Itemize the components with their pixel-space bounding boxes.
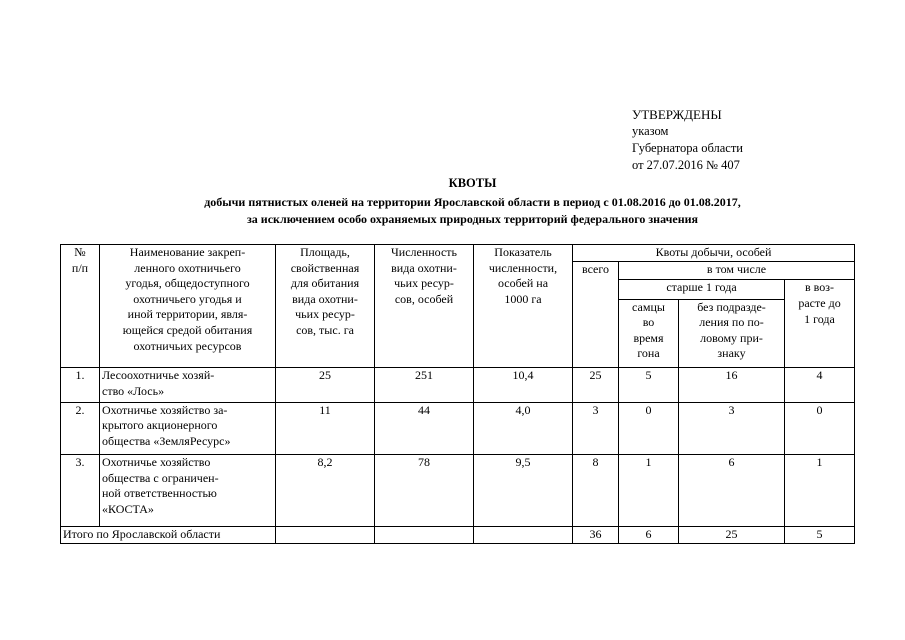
header-density — [474, 245, 573, 368]
summary-label: Итого по Ярославской области — [61, 526, 276, 543]
cell-name — [100, 402, 276, 455]
header-quotas: Квоты добычи, особей — [573, 245, 855, 262]
header-total: всего — [573, 262, 619, 368]
header-under1-line: расте до — [798, 295, 841, 310]
header-density-line: особей на — [497, 276, 549, 291]
cell-density: 9,5 — [474, 455, 573, 527]
summary-males: 6 — [619, 526, 679, 543]
approval-decree: указом — [632, 124, 669, 138]
header-population-line: чьих ресур- — [394, 276, 454, 291]
header-no-sex-division — [679, 299, 785, 368]
table-row — [61, 368, 855, 402]
header-area-line: свойственная — [290, 260, 360, 275]
header-males-line: во — [642, 315, 655, 330]
summary-under1: 5 — [785, 526, 855, 543]
cell-area: 11 — [276, 402, 375, 455]
header-num-line: № — [74, 245, 86, 259]
header-males-line: гона — [637, 346, 660, 361]
header-name-line: Наименование закреп- — [129, 245, 246, 259]
approval-date: от 27.07.2016 № 407 — [632, 158, 740, 172]
header-older-1-year: старше 1 года — [619, 280, 785, 299]
cell-total: 8 — [573, 455, 619, 527]
cell-name-line: Лесоохотничье хозяй- — [102, 368, 215, 383]
cell-total: 3 — [573, 402, 619, 455]
cell-males: 5 — [619, 368, 679, 402]
header-name-line: ющейся средой обитания — [122, 322, 253, 337]
cell-under1: 1 — [785, 455, 855, 527]
cell-name-line: Охотничье хозяйство — [102, 455, 211, 470]
header-under-1-year — [785, 280, 855, 368]
cell-population: 251 — [375, 368, 474, 402]
header-name-line: ленного охотничьего — [134, 260, 241, 275]
summary-population — [375, 526, 474, 543]
summary-area — [276, 526, 375, 543]
cell-density: 10,4 — [474, 368, 573, 402]
header-density-line: 1000 га — [504, 291, 542, 306]
header-nosex-line: ления по по- — [699, 315, 764, 330]
cell-num: 2. — [61, 402, 100, 455]
document-subtitle-line1: добычи пятнистых оленей на территории Ярославской области в период с 01.08.2016 до 01.08.2017, — [204, 195, 741, 209]
header-under1-line: 1 года — [804, 311, 835, 326]
cell-name-line: Охотничье хозяйство за- — [102, 402, 228, 417]
header-area-line: Площадь, — [300, 245, 350, 259]
summary-total: 36 — [573, 526, 619, 543]
cell-under1: 4 — [785, 368, 855, 402]
cell-population: 44 — [375, 402, 474, 455]
header-population-line: вида охотни- — [391, 260, 457, 275]
header-nosex-line: ловому при- — [700, 330, 763, 345]
header-nosex-line: знаку — [717, 346, 746, 361]
header-area-line: вида охотни- — [292, 291, 358, 306]
cell-name-line: общества «ЗемляРесурс» — [102, 433, 231, 448]
approval-governor: Губернатора области — [632, 141, 743, 155]
document-title: КВОТЫ — [448, 176, 497, 190]
header-num — [61, 245, 100, 368]
header-density-line: Показатель — [494, 245, 552, 259]
table-row — [61, 455, 855, 527]
header-including: в том числе — [619, 262, 855, 280]
cell-males: 1 — [619, 455, 679, 527]
cell-nosex: 3 — [679, 402, 785, 455]
cell-total: 25 — [573, 368, 619, 402]
cell-num: 1. — [61, 368, 100, 402]
summary-nosex: 25 — [679, 526, 785, 543]
header-name-line: охотничьего угодья и — [133, 291, 242, 306]
header-population-line: сов, особей — [394, 291, 454, 306]
cell-name-line: ной ответственностью — [102, 486, 217, 501]
cell-name-line: «КОСТА» — [102, 501, 154, 516]
cell-population: 78 — [375, 455, 474, 527]
cell-name-line: крытого акционерного — [102, 418, 218, 433]
cell-nosex: 16 — [679, 368, 785, 402]
header-population — [375, 245, 474, 368]
cell-males: 0 — [619, 402, 679, 455]
approval-block — [632, 106, 743, 174]
header-area — [276, 245, 375, 368]
cell-name — [100, 455, 276, 527]
cell-name-line: ство «Лось» — [102, 383, 165, 398]
cell-area: 25 — [276, 368, 375, 402]
header-area-line: для обитания — [290, 276, 360, 291]
cell-density: 4,0 — [474, 402, 573, 455]
quota-table — [60, 244, 855, 544]
header-nosex-line: без подразде- — [697, 299, 766, 314]
header-area-line: чьих ресур- — [295, 307, 355, 322]
header-population-line: Численность — [390, 245, 458, 259]
header-name-line: охотничьих ресурсов — [133, 338, 242, 353]
cell-area: 8,2 — [276, 455, 375, 527]
cell-num: 3. — [61, 455, 100, 527]
header-males-line: самцы — [632, 299, 665, 314]
cell-nosex: 6 — [679, 455, 785, 527]
table-row — [61, 402, 855, 455]
header-males-rut — [619, 299, 679, 368]
cell-under1: 0 — [785, 402, 855, 455]
header-name-line: иной территории, явля- — [127, 307, 248, 322]
header-area-line: сов, тыс. га — [296, 322, 354, 337]
header-name — [100, 245, 276, 368]
header-under1-line: в воз- — [805, 280, 835, 295]
cell-name — [100, 368, 276, 402]
approval-status: УТВЕРЖДЕНЫ — [632, 107, 722, 122]
summary-row — [61, 526, 855, 543]
header-num-line: п/п — [71, 260, 89, 275]
header-name-line: угодья, общедоступного — [125, 276, 250, 291]
cell-name-line: общества с ограничен- — [102, 470, 219, 485]
document-subtitle-line2: за исключением особо охраняемых природных территорий федерального значения — [246, 212, 699, 226]
summary-density — [474, 526, 573, 543]
header-density-line: численности, — [488, 260, 558, 275]
header-males-line: время — [633, 330, 664, 345]
